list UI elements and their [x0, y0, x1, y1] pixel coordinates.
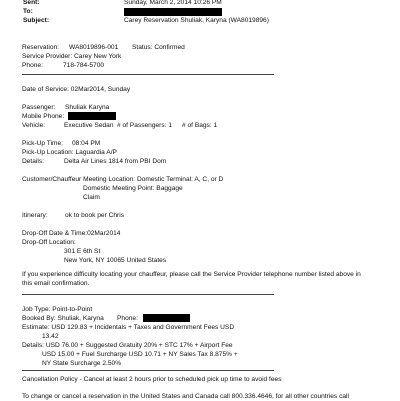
job-type: Job Type: Point-to-Point	[22, 306, 93, 313]
change-policy: To change or cancel a reservation in the United States and Canada call 800.336.4646, for all other countries call	[22, 393, 349, 400]
dropoff-location-label: Drop-Off Location:	[22, 239, 76, 246]
vehicle-value: Executive Sedan	[64, 122, 114, 129]
service-provider: Service Provider: Carey New York	[22, 53, 122, 60]
subject-value: Carey Reservation Shuliak, Karyna (WA8019896)	[124, 17, 269, 24]
redacted-booker-phone	[143, 314, 190, 322]
divider	[22, 370, 274, 371]
fee-details-cont: USD 15.00 + Fuel Surcharge USD 10.71 + NY Sales Tax 8.875% +	[42, 351, 238, 358]
sent-label: Sent:	[23, 0, 40, 6]
bag-count: # of Bags: 1	[182, 122, 218, 129]
reservation-number: WA8019896-001	[69, 44, 119, 51]
sent-value: Sunday, March 2, 2014 10:26 PM	[124, 0, 222, 6]
estimate-cont: 13.42	[42, 333, 59, 340]
booked-by: Booked By: Shuliak, Karyna	[22, 315, 104, 322]
provider-phone: 718-784-5700	[63, 62, 105, 69]
reservation-label: Reservation:	[22, 44, 60, 51]
meeting-point-cont: Claim	[83, 194, 100, 201]
redacted-mobile-phone	[68, 112, 116, 120]
divider	[22, 294, 274, 295]
pickup-details-label: Details:	[22, 158, 44, 165]
cancellation-policy: Cancellation Policy - Cancel at least 2 hours prior to scheduled pick up time to avoid fees	[22, 376, 282, 383]
mobile-phone-label: Mobile Phone:	[22, 113, 65, 120]
meeting-location: Customer/Chauffeur Meeting Location: Domestic Terminal: A, C, or D	[22, 176, 224, 183]
passenger-count: # of Passengers: 1	[117, 122, 172, 129]
redacted-recipient	[124, 8, 222, 16]
pickup-details: Delta Air Lines 1814 from PBI Dom	[64, 158, 167, 165]
chauffeur-notice: If you experience difficulty locating your chauffeur, please call the Service Provider telephone number listed above in	[22, 271, 361, 278]
divider	[22, 74, 274, 75]
pickup-time: 08:04 PM	[72, 140, 101, 147]
subject-label: Subject:	[23, 17, 50, 24]
reservation-status: Status: Confirmed	[132, 44, 185, 51]
passenger-name: Shuliak Karyna	[65, 104, 110, 111]
itinerary-label: Itinerary:	[22, 212, 48, 219]
itinerary-value: ok to book per Chris	[65, 212, 125, 219]
dropoff-address-city: New York, NY 10065 United States	[64, 257, 167, 264]
provider-phone-label: Phone:	[22, 62, 43, 69]
chauffeur-notice-cont: this email confirmation.	[22, 280, 90, 287]
booker-phone-label: Phone:	[117, 315, 138, 322]
pickup-location: Pick-Up Location: Laguardia A/P	[22, 149, 117, 156]
fee-details: Details: USD 76.00 + Suggested Gratuity 20% + STC 17% + Airport Fee	[22, 342, 233, 349]
estimate: Estimate: USD 129.83 + Incidentals + Taxes and Government Fees USD	[22, 324, 235, 331]
pickup-time-label: Pick-Up Time:	[22, 140, 64, 147]
vehicle-label: Vehicle:	[22, 122, 46, 129]
meeting-point: Domestic Meeting Point: Baggage	[83, 185, 183, 192]
dropoff-datetime: Drop-Off Date & Time:02Mar2014	[22, 230, 121, 237]
passenger-label: Passenger:	[22, 104, 56, 111]
fee-details-cont2: NY State Surcharge 2.50%	[42, 360, 122, 367]
dropoff-address-street: 301 E 6th St	[64, 248, 101, 255]
to-label: To:	[23, 8, 33, 15]
date-of-service: Date of Service: 02Mar2014, Sunday	[22, 86, 131, 93]
